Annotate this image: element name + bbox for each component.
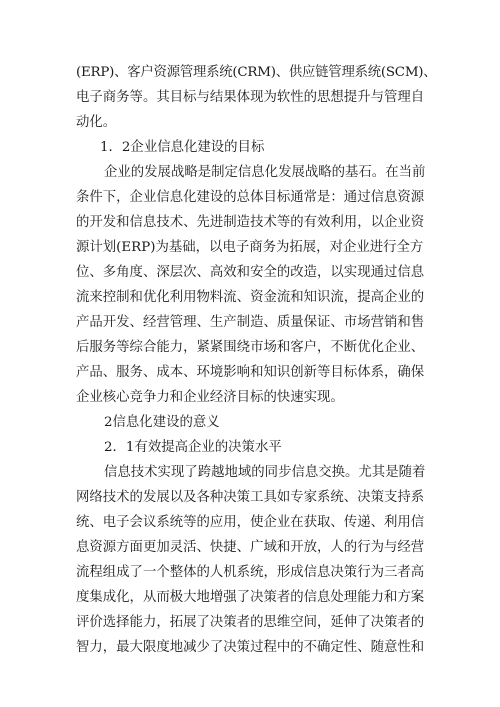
text-line: (ERP)、客户资源管理系统(CRM)、供应链管理系统(SCM)、 <box>76 65 436 80</box>
text-line: 动化。 <box>76 115 117 130</box>
text-line: 条件下，企业信息化建设的总体目标通常是：通过信息资源 <box>76 190 425 205</box>
text-line: 度集成化，从而极大地增强了决策者的信息处理能力和方案 <box>76 590 425 605</box>
text-line: 产品、服务、成本、环境影响和知识创新等目标体系，确保 <box>76 365 425 380</box>
text-line: 网络技术的发展以及各种决策工具如专家系统、决策支持系 <box>76 490 425 505</box>
text-line: 后服务等综合能力，紧紧围绕市场和客户，不断优化企业、 <box>76 340 425 355</box>
text-line: 智力，最大限度地减少了决策过程中的不确定性、随意性和 <box>76 640 425 655</box>
text-line: 流程组成了一个整体的人机系统，形成信息决策行为三者高 <box>76 565 425 580</box>
text-line: 评价选择能力，拓展了决策者的思维空间，延伸了决策者的 <box>76 615 425 630</box>
text-line: 位、多角度、深层次、高效和安全的改造，以实现通过信息 <box>76 265 425 280</box>
section-heading: 1．2企业信息化建设的目标 <box>100 140 265 155</box>
text-line: 息资源方面更加灵活、快捷、广域和开放，人的行为与经营 <box>76 540 425 555</box>
text-line: 电子商务等。其目标与结果体现为软性的思想提升与管理自 <box>76 90 425 105</box>
text-line: 流来控制和优化利用物料流、资金流和知识流，提高企业的 <box>76 290 425 305</box>
text-line: 统、电子会议系统等的应用，使企业在获取、传递、利用信 <box>76 515 425 530</box>
text-line: 产品开发、经营管理、生产制造、质量保证、市场营销和售 <box>76 315 425 330</box>
text-line: 的开发和信息技术、先进制造技术等的有效利用，以企业资 <box>76 215 425 230</box>
text-line: 企业的发展战略是制定信息化发展战略的基石。在当前 <box>104 165 426 180</box>
text-line: 源计划(ERP)为基础，以电子商务为拓展，对企业进行全方 <box>76 240 424 255</box>
section-heading: 2信息化建设的意义 <box>104 415 220 430</box>
text-line: 信息技术实现了跨越地域的同步信息交换。尤其是随着 <box>104 465 426 480</box>
subsection-heading: 2．1有效提高企业的决策水平 <box>104 440 282 455</box>
text-line: 企业核心竞争力和企业经济目标的快速实现。 <box>76 390 344 405</box>
